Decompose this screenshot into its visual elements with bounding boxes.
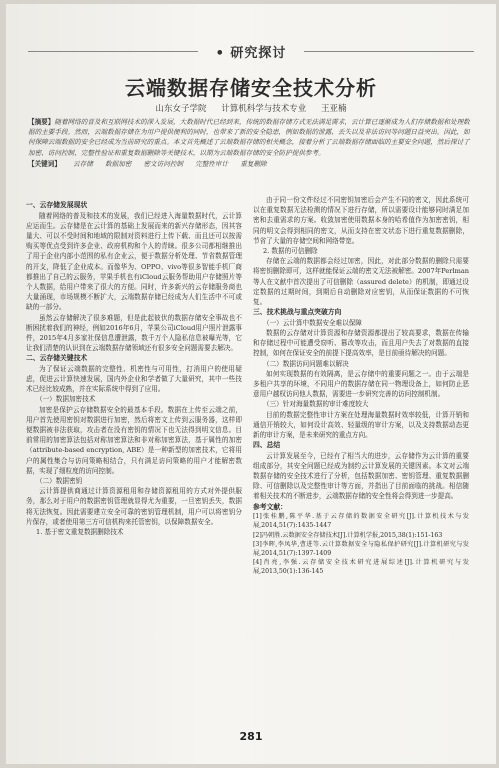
references-heading: 参考文献： (253, 502, 287, 511)
author-affiliation (6, 102, 496, 114)
subsection-heading: 1. 基于密文重复数据删除技术 (36, 528, 124, 537)
abstract (28, 117, 476, 169)
subsection-heading: 2. 数据的可信删除 (263, 247, 318, 256)
paragraph: 数据的云存储对计算资源和存储资源都提出了较高要求，数据在传输和存储过程中可能遭受窃听、篡改等攻击，而且用户失去了对数据的直接控制，如何在保证安全的前提下提高效率，是目前亟待解决的问题。 (253, 328, 469, 358)
reference-item: [4]肖亮,李强.云存储安全技术研究进展综述[J].计算机研究与发展,2013,50(1):136-145 (253, 559, 469, 576)
header-rule-right (304, 51, 474, 52)
reference-item: [2]冯朝胜.云数据安全存储技术[J].计算机学报,2015,38(1):151-163 (253, 531, 443, 539)
subsection-heading: （二）数据访问问题难以解决 (263, 359, 349, 368)
section-heading: 四、总结 (253, 441, 281, 450)
section-heading: 三、技术挑战与重点突破方向 (253, 308, 342, 317)
section-heading: 二、云存储关键技术 (26, 354, 88, 363)
paragraph: 目前的数据完整性审计方案在处理海量数据时效率较低，计算开销和通信开销较大，如何设计高效、轻量级的审计方案，以及支持数据动态更新的审计方案，是未来研究的重点方向。 (253, 410, 469, 439)
paragraph: 如何实现数据的有效隔离，是云存储中的重要问题之一。由于云端是多租户共享的环境，不同用户的数据存储在同一物理设备上，如何防止恶意用户越权访问他人数据，需要进一步研究完善的访问控制机制。 (253, 369, 469, 399)
paragraph: 由于同一份文件经过不同密钥加密后会产生不同的密文，因此系统可以在重复数据无法检测的情况下进行存储，所以需要设计能够同时满足加密和去重需求的方案。收敛加密使用数据本身的哈希值作为加密密钥，相同的明文会得到相同的密文，从而支持在密文状态下进行重复数据删除，节省了大量的存储空间和网络带宽。 (253, 196, 469, 245)
header-dot: • (215, 46, 225, 61)
page-number: 281 (239, 730, 263, 743)
institution: 山东女子学院 (155, 104, 207, 114)
keyword: 数据加密 (104, 159, 132, 168)
subsection-heading: （一）云计算中数据安全难以保障 (263, 318, 362, 327)
article-title: 云端数据存储安全技术分析 (125, 76, 377, 100)
paragraph: 云计算提供商通过计算资源租用和存储资源租用的方式对外提供服务，那么对于用户的数据密钥管理就显得尤为重要，一旦密钥丢失，数据将无法恢复。因此需要建立安全可靠的密钥管理机制，用户可以将密钥分片保存，或者使用第三方可信机构来托管密钥，以保障数据安全。 (26, 487, 242, 526)
keyword: 密文访问控制 (143, 159, 184, 168)
right-column (253, 195, 469, 577)
keywords (28, 159, 476, 169)
paragraph: 随着网络的普及和技术的发展，我们已经进入海量数据时代，云计算应运而生。云存储是在云计算的基础上发展而来的新兴存储形态，因其容量大、可以不受时间和地域的限制对资料进行上传下载、而且还可以按需购买等优点受到许多企业、政府机构和个人的青睐。很多公司都相继推出了用于企业内部小范围的私有企业云，便于数据分析处理、节省数据管理的开支，降低了企业成本。而像华为、OPPO、vivo等很多智能手机厂商都推出了自己的云服务，苹果手机也有iCloud云服务帮助用户存储照片等个人数据，给用户带来了很大的方便。同时，许多新兴的云存储服务商也大量涌现，市场规模不断扩大，云端数据存储已经成为人们生活中不可或缺的一部分。 (26, 211, 242, 312)
paragraph: 云计算发展至今，已经有了相当大的进步，云存储作为云计算的重要组成部分，其安全问题已经成为制约云计算发展的关键因素。本文对云端数据存储的安全技术进行了分析，包括数据加密、密钥管理、重复数据删除、可信删除以及完整性审计等方面，并指出了目前面临的挑战。相信随着相关技术的不断进步，云端数据存储的安全性将会得到进一步提高。 (253, 451, 469, 501)
keyword: 重复删除 (240, 159, 267, 168)
subsection-heading: （二）数据密钥 (36, 477, 83, 486)
section-tag: 研究探讨 (230, 46, 287, 61)
paragraph: 存储在云端的数据都会经过加密，因此，对此部分数据的删除只需要将密钥删除即可，这样就能保证云端的密文无法被解密。2007年Perlman等人在文献中首次提出了可信删除（assured delete）的机制，即通过设定数据的过期时间，到期后自动删除对应密钥，从而保证数据的不可恢复。 (253, 257, 469, 307)
section-header (6, 42, 496, 61)
document-page (6, 4, 496, 764)
subsection-heading: （一）数据加密技术 (36, 395, 96, 404)
abstract-label: 【摘要】 (28, 118, 55, 126)
keywords-label: 【关键词】 (28, 159, 61, 168)
paragraph: 虽然云存储解决了很多难题，但是此起彼伏的数据存储安全事故也不断困扰着我们的神经，例如2016年6月，苹果公司iCloud用户照片泄露事件，2015年4月多家社保信息遭泄露，数千万个人隐私信息被曝光等，它让我们清楚的认识到在云端数据存储领域还有很多安全问题需要去解决。 (26, 313, 242, 353)
reference-item: [3]李晖,李凤华,曹进等.云计算数据安全与隐私保护研究[J].计算机研究与发展,2014,51(7):1397-1409 (253, 540, 469, 557)
left-column (26, 200, 242, 537)
author-name: 王亚楠 (320, 104, 347, 114)
paragraph: 加密是保护云存储数据安全的最基本手段。数据在上传至云端之前，用户首先使用密钥对数据进行加密，然后将密文上传到云服务器，这样即便数据被非法获取，攻击者在没有密钥的情况下也无法得到明文信息。目前常用的加密算法包括对称加密算法和非对称加密算法，基于属性的加密（attribute-based encryption, ABE）是一种新型的加密技术，它将用户的属性集合与访问策略相结合，只有满足访问策略的用户才能解密数据，实现了细粒度的访问控制。 (26, 405, 242, 475)
header-rule-left (28, 51, 198, 52)
department: 计算机科学与技术专业 (221, 104, 307, 114)
subsection-heading: （三）针对海量数据的审计难度较大 (263, 400, 369, 409)
keyword: 云存储 (73, 159, 93, 168)
abstract-text: 随着网络的普及和互联网技术的深入发展，大数据时代已经到来，传统的数据存储方式无法满足需求，云计算已逐渐成为人们存储数据和处理数据的主要手段。然而，云端数据存储在为用户提供便利的同时，也带来了新的安全隐患，例如数据的泄露、丢失以及非法访问等问题日益突出。因此，如何保障云端数据的安全已经成为当前研究的重点。本文首先概述了云端数据存储的相关概念，接着分析了云端数据存储面临的主要安全问题，然后探讨了加密、访问控制、完整性验证和重复数据删除等关键技术，以期为云端数据存储的安全防护提供参考。 (28, 118, 470, 157)
reference-item: [1]张桂鹏,陈平华.基于云存储的数据安全研究[J].计算机技术与发展,2014,51(7):1435-1447 (253, 513, 469, 530)
paragraph: 为了保证云端数据的完整性、机密性与可用性，打消用户的使用疑虑，促进云计算快速发展，国内外企业和学者做了大量研究，其中一些技术已经比较成熟，并在实际系统中得到了应用。 (26, 364, 242, 394)
section-heading: 一、云存储发展现状 (26, 201, 88, 209)
keyword: 完整性审计 (195, 159, 229, 168)
